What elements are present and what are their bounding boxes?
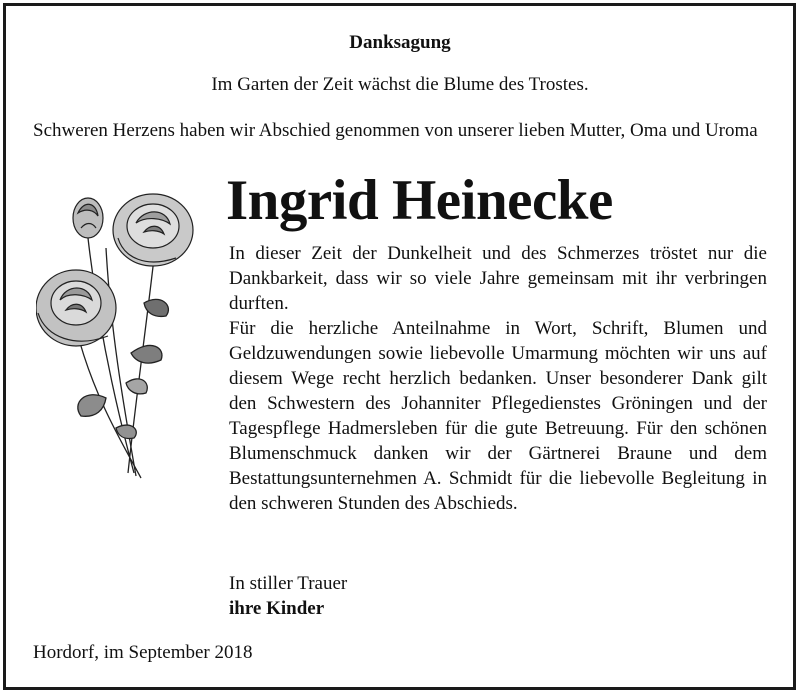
notice-intro: Schweren Herzens haben wir Abschied genommen von unserer lieben Mutter, Oma und Uroma xyxy=(33,120,758,141)
notice-motto: Im Garten der Zeit wächst die Blume des Trostes. xyxy=(211,74,589,95)
closing-block xyxy=(229,571,347,621)
place-date: Hordorf, im September 2018 xyxy=(33,642,253,663)
closing-line: In stiller Trauer xyxy=(229,573,348,594)
roses-icon xyxy=(36,188,196,488)
notice-heading: Danksagung xyxy=(349,32,451,53)
deceased-name: Ingrid Heinecke xyxy=(226,169,613,232)
body-paragraph-1: In dieser Zeit der Dunkelheit und des Schmerzes tröstet nur die Dankbarkeit, dass wir so viele Jahre gemeinsam mit ihr verbringen durften. xyxy=(229,243,767,314)
body-paragraph-2: Für die herzliche Anteilnahme in Wort, Schrift, Blumen und Geldzuwendungen sowie liebevolle Umarmung möchten wir uns auf diesem Wege recht herzlich bedanken. Unser besonderer Dank gilt den Schwestern des Johanniter Pflegedienstes Gröningen und der Tagespflege Hadmersleben für die gute Betreuung. Für den schönen Blumenschmuck danken wir der Gärtnerei Braune und dem Bestattungsunternehmen A. Schmidt für die liebevolle Begleitung in den schweren Stunden des Abschieds. xyxy=(229,318,767,514)
notice-body xyxy=(229,241,767,516)
signature: ihre Kinder xyxy=(229,598,325,619)
